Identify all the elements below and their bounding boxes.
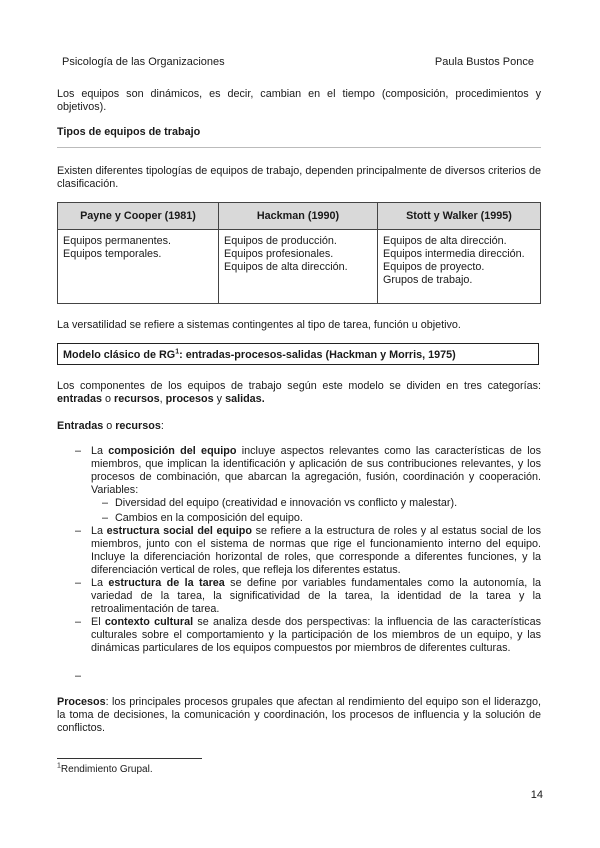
cell-line: Equipos de alta dirección.	[224, 261, 348, 273]
entradas-heading: Entradas o recursos:	[57, 420, 164, 432]
table-cell	[58, 230, 219, 304]
cell-line: Equipos intermedia dirección.	[383, 248, 525, 260]
section-title: Tipos de equipos de trabajo	[57, 126, 201, 138]
footnote-divider	[57, 758, 202, 759]
bullet-estructura-social: La estructura social del equipo se refiere a la estructura de roles y al estatus social de los miembros, junto con el sistema de normas que rige el funcionamiento interno del equipo. Incluye la diferenciación horizontal de roles, que corresponde a diferentes funciones, y la diferenciación vertical de roles, que refleja los diferentes estatus.	[91, 525, 541, 576]
model-box-text: Modelo clásico de RG	[63, 349, 176, 361]
section-text: Existen diferentes tipologías de equipos de trabajo, dependen principalmente de diversos criterios de clasificación.	[57, 165, 541, 190]
section-divider	[57, 147, 541, 148]
bullet-composicion: La composición del equipo incluye aspectos relevantes como las características de los miembros, que implican la identificación y aplicación de sus contribuciones relevantes, y los procesos de combinación, que abarcan la agregación, fusión, coordinación y cooperación. Variables:	[91, 445, 541, 496]
cell-line: Equipos permanentes.	[63, 235, 172, 247]
sub-bullet-dash: –	[102, 497, 109, 509]
table-header: Payne y Cooper (1981)	[58, 203, 219, 230]
sub-bullet-diversidad: Diversidad del equipo (creatividad e innovación vs conflicto y malestar).	[115, 497, 458, 509]
header-right: Paula Bustos Ponce	[434, 56, 534, 68]
procesos-paragraph: Procesos: los principales procesos grupales que afectan al rendimiento del equipo son el liderazgo, la toma de decisiones, la comunicación y coordinación, los procesos de influencia y la solución de conflictos.	[57, 696, 541, 734]
bullet-dash: –	[75, 525, 82, 537]
intro-paragraph: Los equipos son dinámicos, es decir, cambian en el tiempo (composición, procedimientos y objetivos).	[57, 88, 541, 113]
components-paragraph: Los componentes de los equipos de trabajo según este modelo se dividen en tres categorías: entradas o recursos, procesos y salidas.	[57, 380, 541, 405]
cell-line: Equipos de producción.	[224, 235, 337, 247]
header-left: Psicología de las Organizaciones	[62, 56, 225, 68]
bullet-estructura-tarea: La estructura de la tarea se define por variables fundamentales como la autonomía, la variedad de la tarea, la significatividad de la tarea, la identidad de la tarea y la retroalimentación de tarea.	[91, 577, 541, 615]
table-row	[58, 230, 541, 304]
footnote: $^1$Rendimiento Grupal.	[57, 762, 153, 775]
sub-bullet-dash: –	[102, 512, 109, 524]
table-cell	[378, 230, 541, 304]
table-header: Stott y Walker (1995)	[378, 203, 541, 230]
sub-bullet-cambios: Cambios en la composición del equipo.	[115, 512, 303, 524]
bullet-dash: –	[75, 616, 82, 628]
cell-line: Equipos de alta dirección.	[383, 235, 507, 247]
page-number: 14	[530, 789, 543, 801]
cell-line: Grupos de trabajo.	[383, 274, 473, 286]
bullet-contexto-cultural: El contexto cultural se analiza desde dos perspectivas: la influencia de las características culturales sobre el comportamiento y la participación de los miembros de un equipo, y las dinámicas particulares de los equipos compuestos por miembros de diferentes culturas.	[91, 616, 541, 654]
versatility-text: La versatilidad se refiere a sistemas contingentes al tipo de tarea, función u objetivo.	[57, 319, 461, 331]
table-header-row	[58, 203, 541, 230]
table-cell	[219, 230, 378, 304]
bullet-dash: –	[75, 445, 82, 457]
cell-line: Equipos temporales.	[63, 248, 162, 260]
bullet-dash: –	[75, 577, 82, 589]
model-box-text-rest: : entradas-procesos-salidas (Hackman y Morris, 1975)	[179, 349, 456, 361]
footnote-ref: 1	[175, 348, 180, 356]
cell-line: Equipos de proyecto.	[383, 261, 485, 273]
team-types-table	[57, 202, 541, 304]
table-header: Hackman (1990)	[219, 203, 378, 230]
cell-line: Equipos profesionales.	[224, 248, 334, 260]
bullet-dash-empty: –	[75, 670, 82, 682]
model-box	[57, 343, 539, 365]
